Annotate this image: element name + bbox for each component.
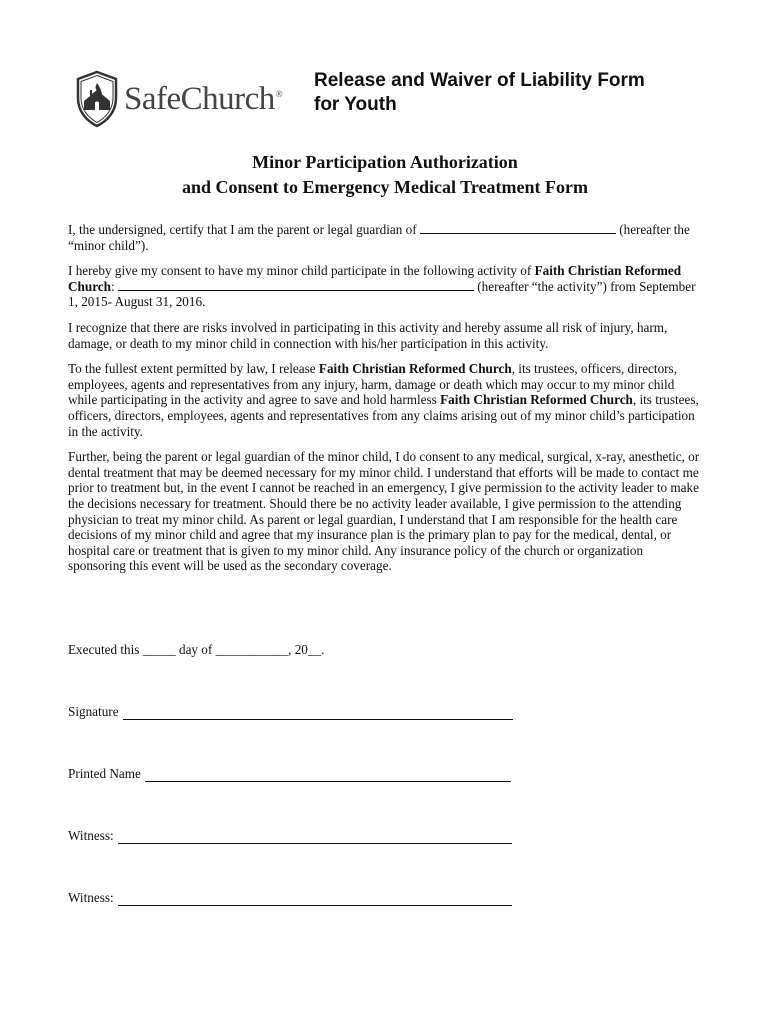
witness-line-2[interactable] — [68, 890, 512, 906]
paragraph-activity-consent — [68, 263, 700, 310]
printed-name-field[interactable] — [145, 769, 511, 782]
witness-label-2: Witness: — [68, 890, 114, 905]
logo-brand-text: SafeChurch® — [124, 80, 283, 117]
signature-line[interactable] — [68, 704, 513, 720]
p4-part1: To the fullest extent permitted by law, I release — [68, 361, 319, 377]
p2-text-before: I hereby give my consent to have my minor child participate in the following activity of — [68, 263, 535, 279]
document-title-line1: Release and Waiver of Liability Form — [314, 70, 645, 91]
p1-text-before: I, the undersigned, certify that I am the parent or legal guardian of — [68, 222, 420, 237]
form-subtitle-line1: Minor Participation Authorization — [252, 152, 518, 172]
p5-main: Further, being the parent or legal guardian of the minor child, I do consent to any medical, surgical, x-ray, anesthetic, or dental treatment that may be deemed necessary for my minor child. I understand that efforts will be made to contact me prior to treatment but, in the event I cannot be reached in an emergency, I give permission to the activity leader to make the decisions necessary for treatment. Should there be no activity leader available, I give permission to the attending physician to treat my minor child. As parent or legal guardian, I understand that I am responsible for the health care decisions of my minor child and agree that my insurance plan is the primary plan to pay for the medical, dental, or hospital care or treatment that is given to my minor child. Any insurance policy of the church or organization — [68, 449, 700, 558]
activity-blank[interactable] — [118, 279, 474, 291]
witness-line-1[interactable] — [68, 828, 512, 844]
registered-mark: ® — [275, 88, 283, 99]
safechurch-logo — [74, 68, 304, 130]
paragraph-medical-consent — [68, 449, 700, 574]
p2-text-after: (hereafter “the activity”) from September 1, 2015- August 31, 2016. — [68, 278, 696, 310]
shield-flame-icon — [74, 70, 120, 128]
witness-label-1: Witness: — [68, 828, 114, 843]
printed-name-line[interactable] — [68, 766, 511, 782]
paragraph-risk-acknowledgement: I recognize that there are risks involved in participating in this activity and hereby assume all risk of injury, harm, damage, or death to my minor child in connection with his/her participation in this activity. — [68, 319, 668, 351]
paragraph-release — [68, 361, 700, 439]
signature-label: Signature — [68, 704, 119, 719]
document-title-line2: for Youth — [314, 94, 397, 115]
witness-field-1[interactable] — [118, 831, 512, 844]
p2-colon: : — [111, 278, 115, 294]
organization-name: Faith Christian Reformed Church — [440, 392, 633, 408]
p4-part3: , its trustees, officers, directors, employees, agents and representatives from any claims arising out of my minor child’s participation in the activity. — [68, 392, 699, 439]
minor-child-name-blank[interactable] — [420, 222, 616, 234]
printed-name-label: Printed Name — [68, 766, 141, 781]
witness-field-2[interactable] — [118, 893, 512, 906]
p1-text-after: (hereafter the “minor child”). — [68, 222, 690, 253]
paragraph-guardian-certification — [68, 222, 700, 253]
organization-name: Faith Christian Reformed Church — [68, 263, 682, 294]
organization-name: Faith Christian Reformed Church — [318, 361, 512, 377]
document-title — [314, 69, 645, 117]
form-body — [68, 222, 700, 584]
signature-field[interactable] — [123, 707, 513, 720]
p5-last-line: sponsoring this event will be used as the secondary coverage. — [68, 558, 392, 574]
form-subtitle — [0, 150, 770, 200]
p4-part2: , its trustees, officers, directors, employees, agents and representatives from any injury, harm, damage or death which may occur to my minor child while participating in the activity and agree to save and hold harmless — [68, 361, 677, 408]
form-subtitle-line2: and Consent to Emergency Medical Treatment Form — [182, 177, 588, 197]
executed-date-line[interactable]: Executed this _____ day of ___________, 20__. — [68, 642, 325, 657]
